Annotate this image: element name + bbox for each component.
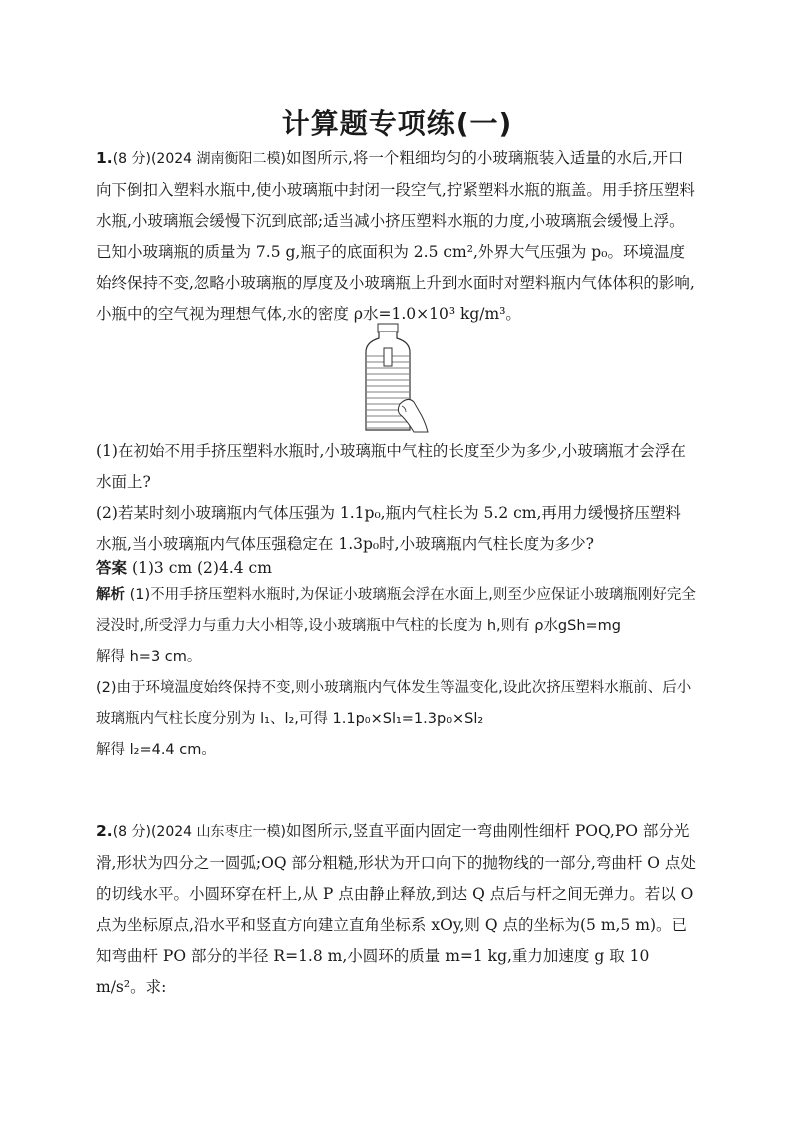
- question-2-number: 2.: [96, 822, 113, 840]
- question-2-meta: (8 分)(2024 山东枣庄一模): [112, 824, 286, 840]
- solution-part-1: (1)不用手挤压塑料水瓶时,为保证小玻璃瓶会浮在水面上,则至少应保证小玻璃瓶刚好完全浸没时,所受浮力与重力大小相等,设小玻璃瓶中气柱的长度为 h,则有 ρ水gSh=mg: [96, 587, 696, 634]
- question-1-number: 1.: [96, 149, 113, 167]
- answer-text: (1)3 cm (2)4.4 cm: [131, 559, 272, 577]
- question-2-text: [96, 816, 696, 1003]
- solution-part-2-result: 解得 l₂=4.4 cm。: [96, 742, 216, 758]
- subquestion-2: (2)若某时刻小玻璃瓶内气体压强为 1.1p₀,瓶内气柱长为 5.2 cm,再用力缓慢挤压塑料水瓶,当小玻璃瓶内气体压强稳定在 1.3p₀时,小玻璃瓶内气柱长度为多少?: [96, 504, 681, 553]
- bottle-figure: [356, 322, 432, 434]
- subquestion-1: (1)在初始不用手挤压塑料水瓶时,小玻璃瓶中气柱的长度至少为多少,小玻璃瓶才会浮在水面上?: [96, 442, 686, 491]
- solution-label: 解析: [96, 587, 125, 603]
- solution-part-2: (2)由于环境温度始终保持不变,则小玻璃瓶内气体发生等温变化,设此次挤压塑料水瓶前、后小玻璃瓶内气柱长度分别为 l₁、l₂,可得 1.1p₀×Sl₁=1.3p₀×Sl₂: [96, 680, 692, 727]
- question-1-body: 如图所示,将一个粗细均匀的小玻璃瓶装入适量的水后,开口向下倒扣入塑料水瓶中,使小玻璃瓶中封闭一段空气,拧紧塑料水瓶的瓶盖。用手挤压塑料水瓶,小玻璃瓶会缓慢下沉到底部;适当减小挤压塑料水瓶的力度,小玻璃瓶会缓慢上浮。已知小玻璃瓶的质量为 7.5 g,瓶子的底面积为 2.5 cm²,外界大气压强为 p₀。环境温度始终保持不变,忽略小玻璃瓶的厚度及小玻璃瓶上升到水面时对塑料瓶内气体体积的影响,小瓶中的空气视为理想气体,水的密度 ρ水=1.0×10³ kg/m³。: [96, 149, 695, 323]
- answer-label: 答案: [96, 559, 128, 577]
- page-title: 计算题专项练(一): [281, 107, 513, 140]
- solution: [96, 580, 696, 766]
- question-2: [96, 816, 696, 1003]
- question-1-subquestions: [96, 436, 696, 560]
- question-1-meta: (8 分)(2024 湖南衡阳二模): [112, 151, 286, 167]
- question-1-text: [96, 143, 696, 330]
- question-1: [96, 143, 696, 330]
- solution-part-1-result: 解得 h=3 cm。: [96, 649, 202, 665]
- question-2-body: 如图所示,竖直平面内固定一弯曲刚性细杆 POQ,PO 部分光滑,形状为四分之一圆弧;OQ 部分粗糙,形状为开口向下的抛物线的一部分,弯曲杆 O 点处的切线水平。小圆环穿在杆上,从 P 点由静止释放,到达 Q 点后与杆之间无弹力。若以 O 点为坐标原点,沿水平和竖直方向建立直角坐标系 xOy,则 Q 点的坐标为(5 m,5 m)。已知弯曲杆 PO 部分的半径 R=1.8 m,小圆环的质量 m=1 kg,重力加速度 g 取 10 m/s²。求:: [96, 822, 696, 996]
